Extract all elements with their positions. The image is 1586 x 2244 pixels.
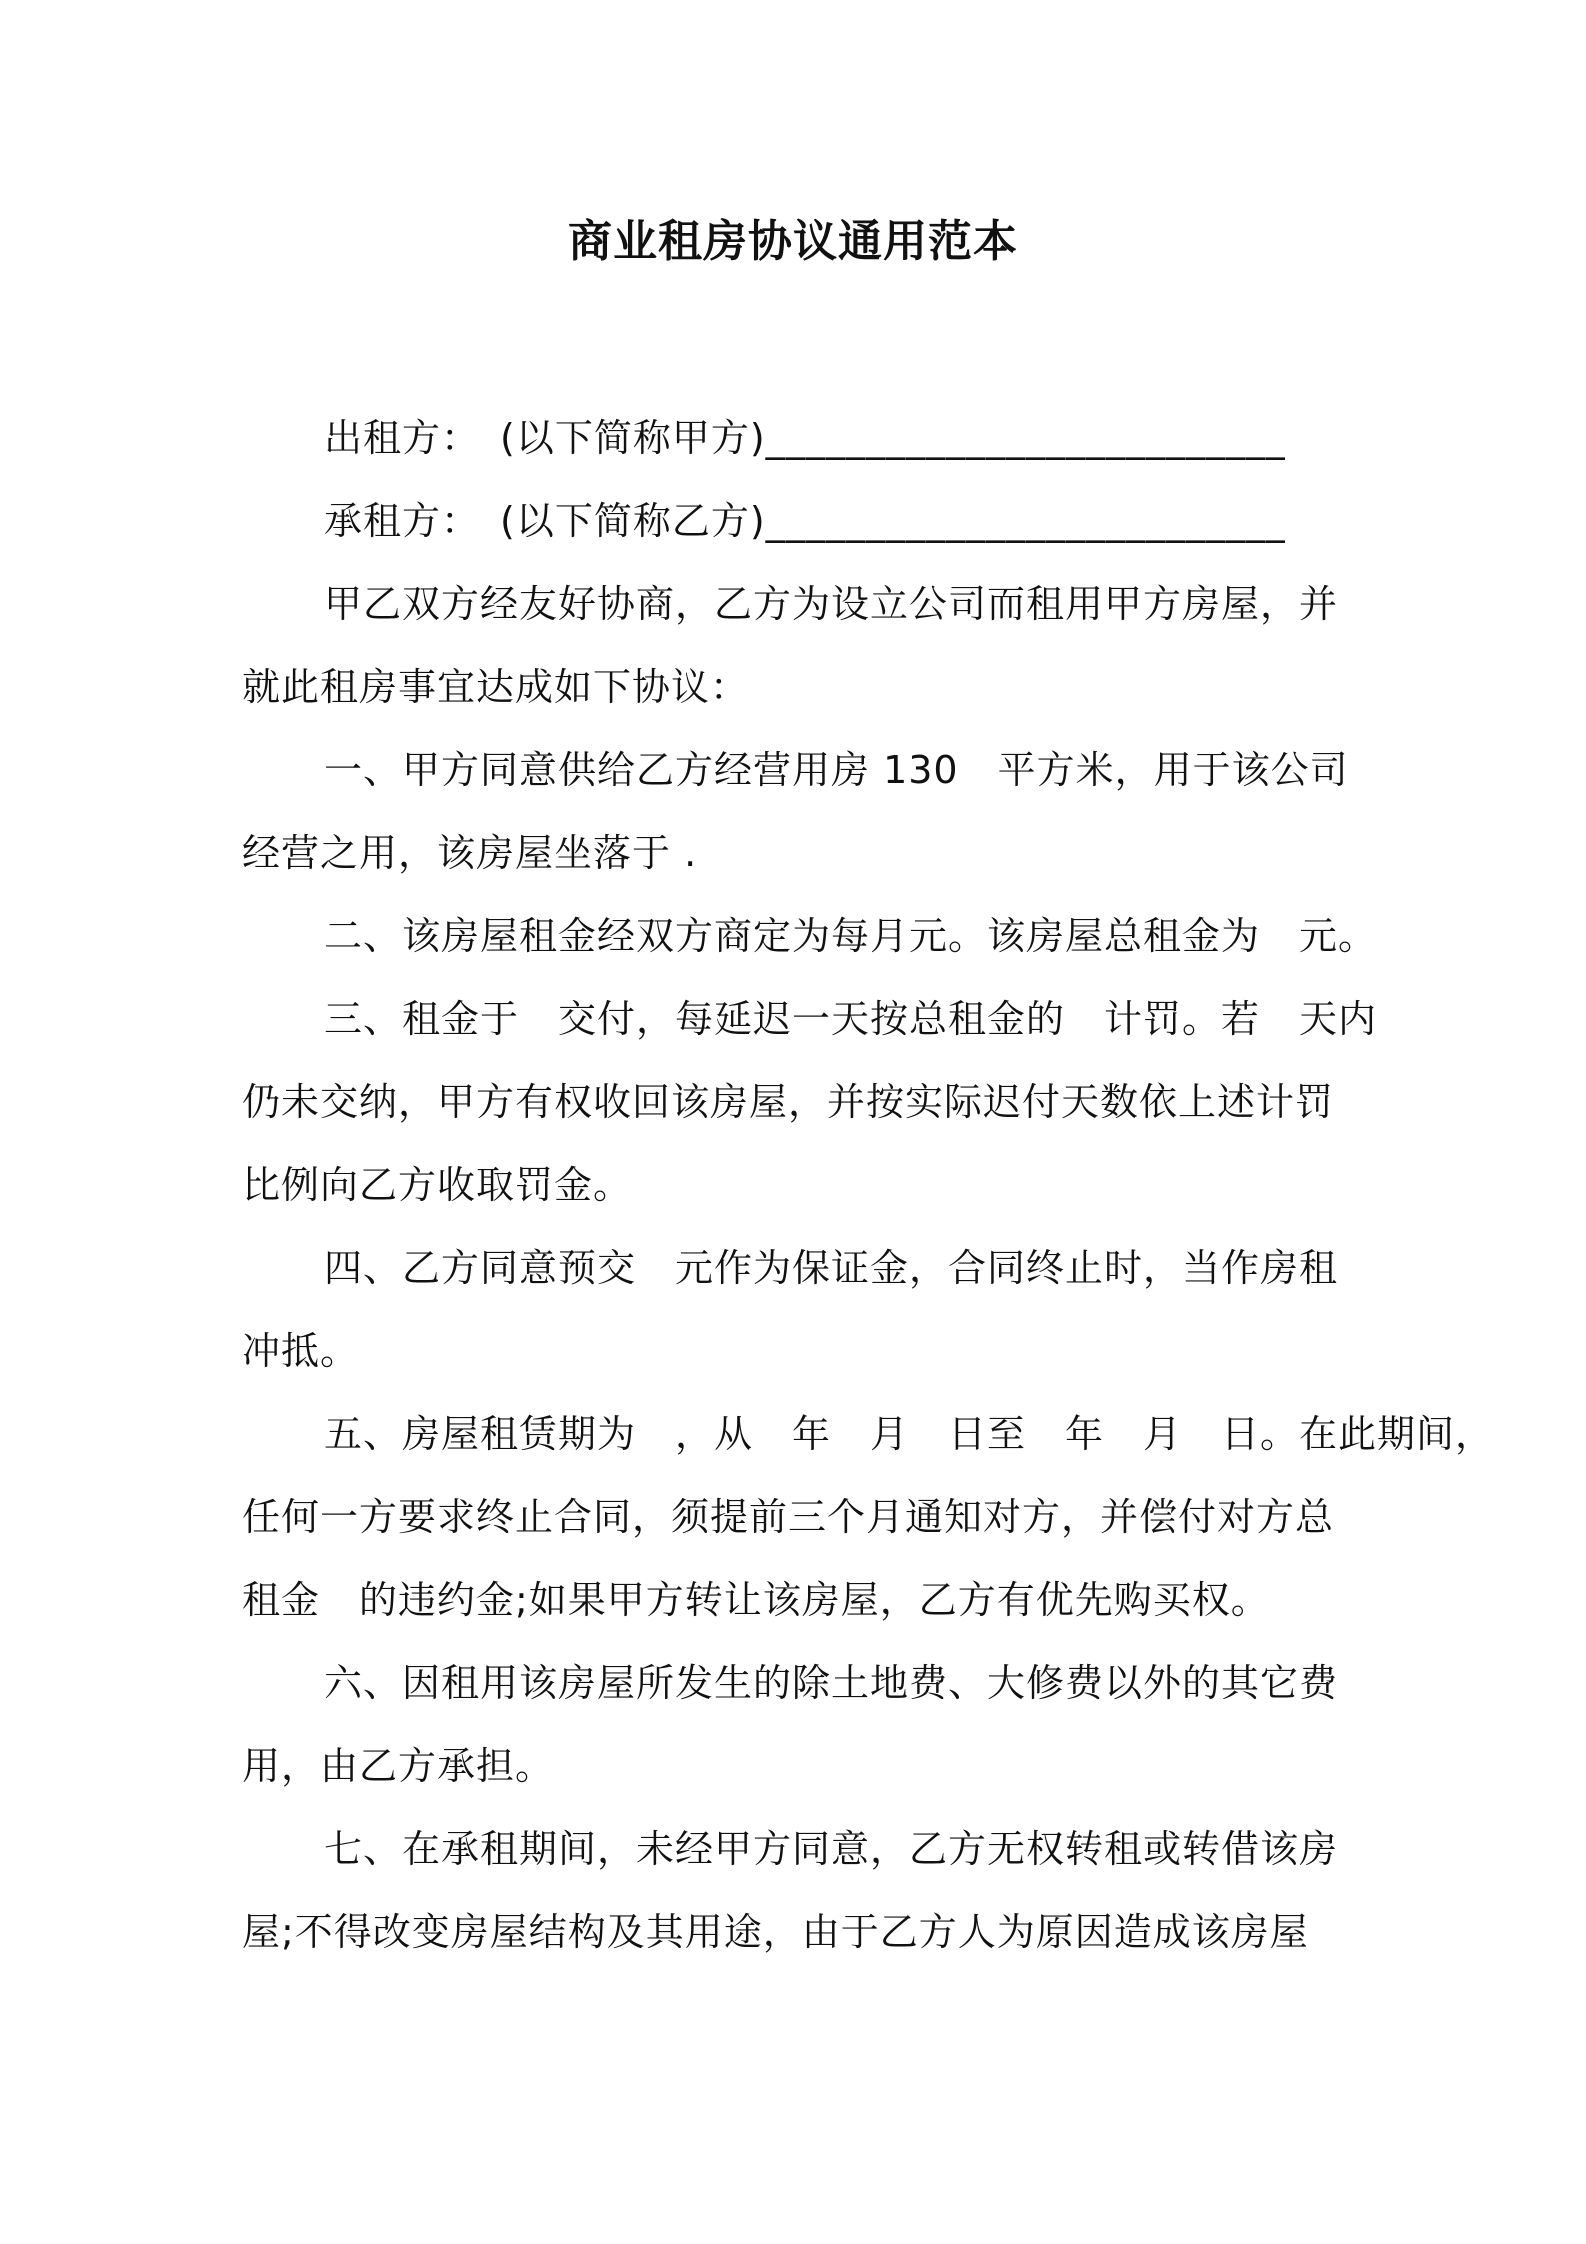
clause-4-line-1: 四、乙方同意预交 元作为保证金，合同终止时，当作房租 [324, 1246, 1339, 1290]
clause-6-line-2: 用，由乙方承担。 [242, 1744, 555, 1788]
clause-4-line-2: 冲抵。 [242, 1329, 360, 1373]
clause-1-line-2: 经营之用，该房屋坐落于 . [242, 831, 698, 875]
lessor-line: 出租方： (以下简称甲方)__________________________ [324, 416, 1286, 460]
clause-3-line-2: 仍未交纳，甲方有权收回该房屋，并按实际迟付天数依上述计罚 [242, 1080, 1335, 1124]
clause-5-line-3: 租金 的违约金;如果甲方转让该房屋，乙方有优先购买权。 [242, 1578, 1270, 1622]
clause-2-line-1: 二、该房屋租金经双方商定为每月元。该房屋总租金为 元。 [324, 914, 1378, 958]
lessee-line: 承租方： (以下简称乙方)__________________________ [324, 499, 1286, 543]
clause-1-line-1: 一、甲方同意供给乙方经营用房 130 平方米，用于该公司 [324, 748, 1349, 792]
preamble-line-1: 甲乙双方经友好协商，乙方为设立公司而租用甲方房屋，并 [324, 582, 1339, 626]
clause-6-line-1: 六、因租用该房屋所发生的除土地费、大修费以外的其它费 [324, 1661, 1339, 1705]
clause-5-line-2: 任何一方要求终止合同，须提前三个月通知对方，并偿付对方总 [242, 1495, 1335, 1539]
clause-7-line-1: 七、在承租期间，未经甲方同意，乙方无权转租或转借该房 [324, 1827, 1339, 1871]
clause-3-line-3: 比例向乙方收取罚金。 [242, 1163, 633, 1207]
preamble-line-2: 就此租房事宜达成如下协议： [242, 665, 750, 709]
clause-5-line-1: 五、房屋租赁期为 ，从 年 月 日至 年 月 日。在此期间， [324, 1412, 1495, 1456]
document-title: 商业租房协议通用范本 [568, 216, 1018, 267]
clause-3-line-1: 三、租金于 交付，每延迟一天按总租金的 计罚。若 天内 [324, 997, 1378, 1041]
clause-7-line-2: 屋;不得改变房屋结构及其用途，由于乙方人为原因造成该房屋 [242, 1910, 1309, 1954]
